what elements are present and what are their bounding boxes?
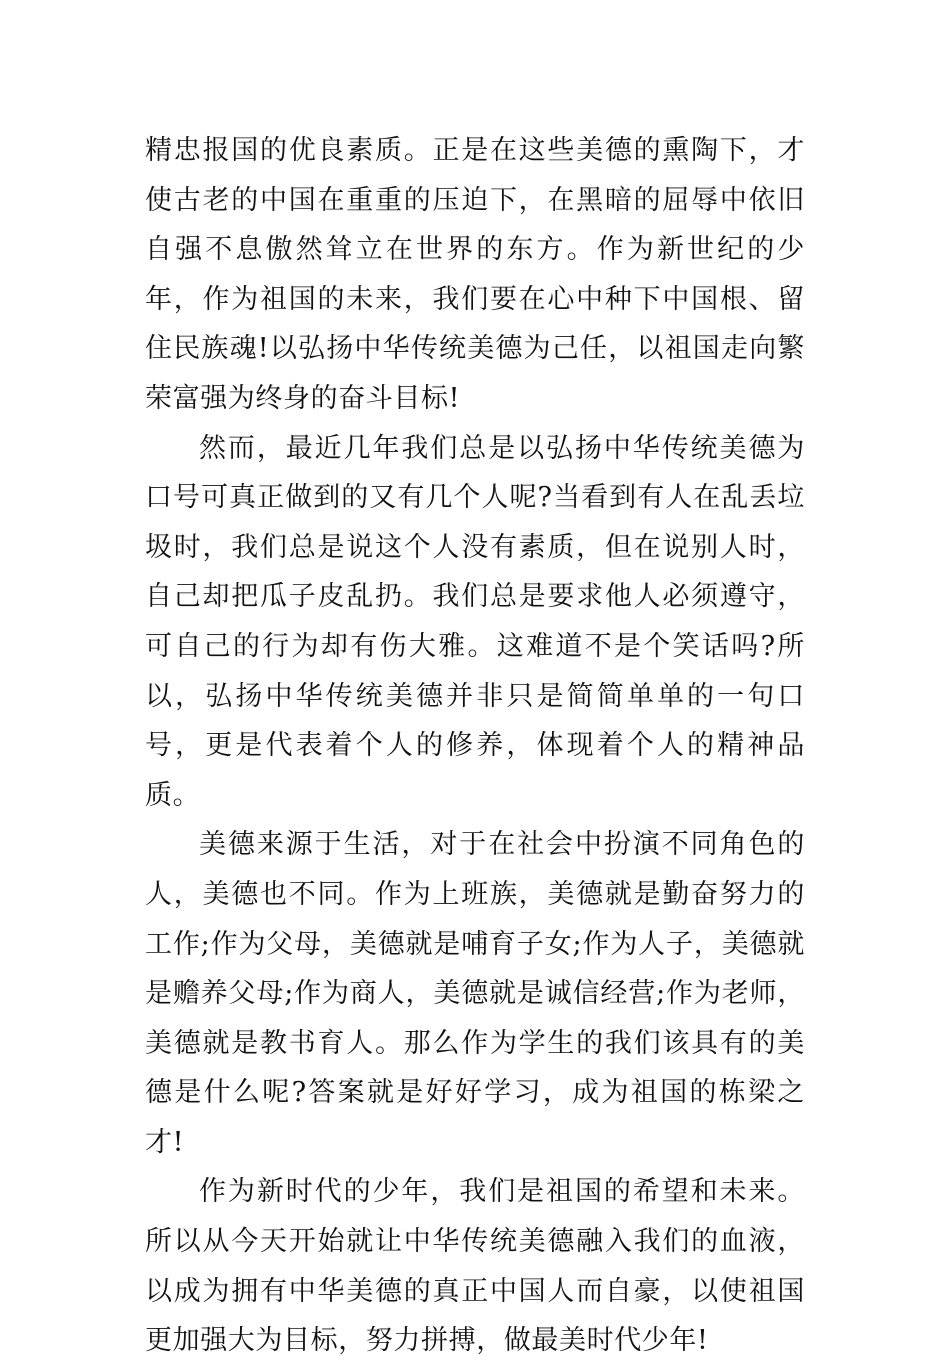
paragraph-1: 精忠报国的优良素质。正是在这些美德的熏陶下，才使古老的中国在重重的压迫下，在黑暗的屈辱中依旧自强不息傲然耸立在世界的东方。作为新世纪的少年，作为祖国的未来，我们要在心中种下中国根、留住民族魂!以弘扬中华传统美德为己任，以祖国走向繁荣富强为终身的奋斗目标!: [145, 135, 805, 414]
paragraph-4: 作为新时代的少年，我们是祖国的希望和未来。所以从今天开始就让中华传统美德融入我们的血液，以成为拥有中华美德的真正中国人而自豪，以使祖国更加强大为目标，努力拼搏，做最美时代少年!: [145, 1176, 805, 1357]
document-body: [145, 126, 805, 1366]
paragraph-3: 美德来源于生活，对于在社会中扮演不同角色的人，美德也不同。作为上班族，美德就是勤奋努力的工作;作为父母，美德就是哺育子女;作为人子，美德就是赡养父母;作为商人，美德就是诚信经营;作为老师，美德就是教书育人。那么作为学生的我们该具有的美德是什么呢?答案就是好好学习，成为祖国的栋梁之才!: [145, 829, 805, 1158]
paragraph-2: 然而，最近几年我们总是以弘扬中华传统美德为口号可真正做到的又有几个人呢?当看到有人在乱丢垃圾时，我们总是说这个人没有素质，但在说别人时，自己却把瓜子皮乱扔。我们总是要求他人必须遵守，可自己的行为却有伤大雅。这难道不是个笑话吗?所以，弘扬中华传统美德并非只是简简单单的一句口号，更是代表着个人的修养，体现着个人的精神品质。: [145, 432, 805, 811]
